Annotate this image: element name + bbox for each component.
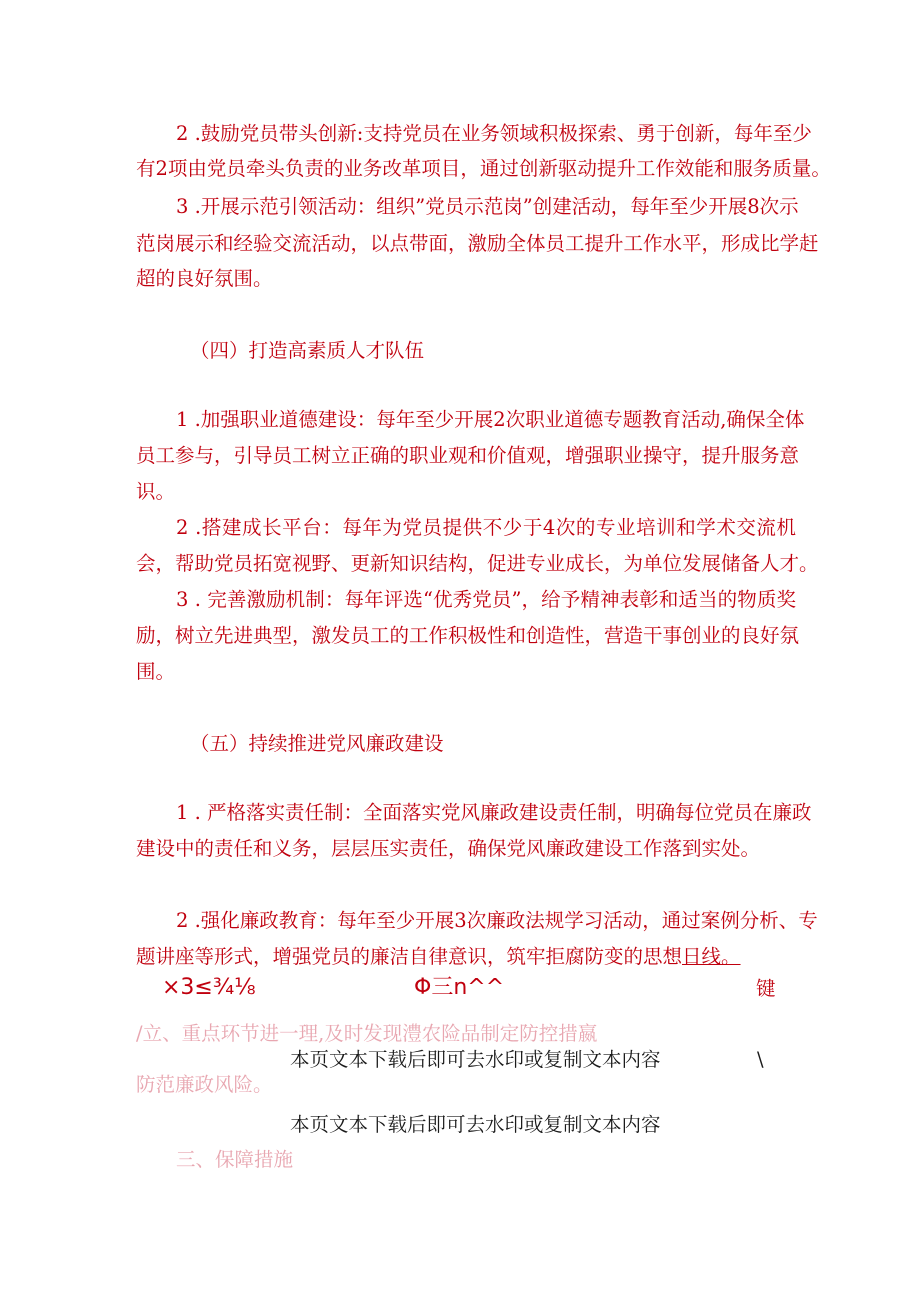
s3-item3-line1: 3 .开展示范引领活动：组织”党员示范岗”创建活动，每年至少开展8次示 (176, 195, 799, 218)
s5-item1-line2: 建设中的责任和义务，层层压实责任，确保党风廉政建设工作落到实处。 (136, 837, 761, 860)
s4-item3-line2: 励，树立先进典型，激发员工的工作积极性和创造性，营造干事创业的良好氛 (136, 624, 800, 647)
s5-item2-line2-main: 题讲座等形式，增强党员的廉洁自律意识，筑牢拒腐防变的思想 (136, 945, 683, 968)
watermark-notice-1: 本页文本下载后即可去水印或复制文本内容 (290, 1048, 661, 1071)
s3-item2-line1: 2 .鼓励党员带头创新:支持党员在业务领域积极探索、勇于创新，每年至少 (176, 122, 812, 145)
garbled-symbols-middle: Φ三n^^ (414, 975, 505, 1000)
s4-item3-line3: 围。 (136, 660, 176, 683)
garbled-line-2: 防范廉政风险。 (136, 1073, 273, 1096)
s4-item1-line3: 识。 (136, 480, 176, 503)
garbled-line-1: /立、重点环节进一理,及时发现澧农险品制定防控措嬴 (136, 1022, 598, 1045)
s3-item3-line2: 范岗展示和经验交流活动，以点带面，激励全体员工提升工作水平，形成比学赶 (136, 232, 819, 255)
section5-heading: （五）持续推进党风廉政建设 (190, 732, 444, 755)
s5-item2-line2 (136, 945, 796, 969)
s5-item2-line2-tail: 日线。 (682, 945, 741, 968)
s4-item2-line2: 会，帮助党员拓宽视野、更新知识结构，促进专业成长，为单位发展储备人才。 (136, 552, 819, 575)
garbled-symbols-left: ×3≤¾⅛ (162, 975, 256, 1000)
section4-heading: （四）打造高素质人才队伍 (190, 339, 425, 362)
garbled-section-heading: 三、保障措施 (176, 1148, 294, 1171)
s4-item1-line1: 1 .加强职业道德建设：每年至少开展2次职业道德专题教育活动,确保全体 (176, 408, 805, 431)
s5-item2-line1: 2 .强化廉政教育：每年至少开展3次廉政法规学习活动，通过案例分析、专 (176, 909, 818, 932)
backslash-mark: \ (757, 1048, 764, 1071)
s4-item1-line2: 员工参与，引导员工树立正确的职业观和价值观，增强职业操守，提升服务意 (136, 444, 800, 467)
s4-item2-line1: 2 .搭建成长平台：每年为党员提供不少于4次的专业培训和学术交流机 (176, 516, 796, 539)
watermark-notice-2: 本页文本下载后即可去水印或复制文本内容 (290, 1113, 661, 1136)
s5-item1-line1: 1 . 严格落实责任制：全面落实党风廉政建设责任制，明确每位党员在廉政 (176, 801, 812, 824)
s3-item2-line2: 有2项由党员牵头负责的业务改革项目，通过创新驱动提升工作效能和服务质量。 (136, 157, 831, 180)
s3-item3-line3: 超的良好氛围。 (136, 267, 273, 290)
garbled-char-right: 键 (756, 977, 776, 1000)
s4-item3-line1: 3 . 完善激励机制：每年评选“优秀党员”，给予精神表彰和适当的物质奖 (176, 588, 796, 611)
